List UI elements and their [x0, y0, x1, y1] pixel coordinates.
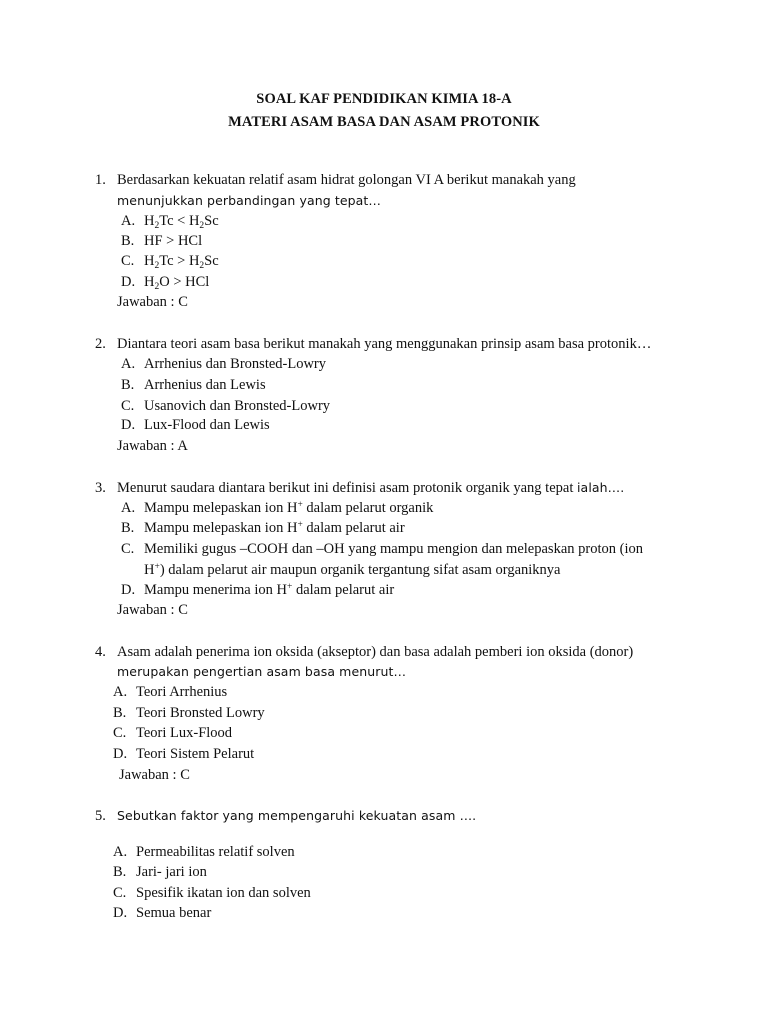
answer-text: Jawaban : C — [117, 602, 188, 618]
option-letter: D. — [121, 582, 136, 598]
option-a-text: Mampu melepaskan ion H+ dalam pelarut organik — [144, 500, 434, 516]
option-b-text: HF > HCl — [144, 233, 203, 249]
option-letter: A. — [113, 844, 128, 860]
option-a-text: $H_2Tc < H_2Sc$ — [144, 213, 219, 231]
option-d-text: $H_2O$ > HCl — [144, 274, 210, 292]
option-letter: C. — [113, 885, 127, 901]
option-a-text: Arrhenius dan Bronsted-Lowry — [144, 356, 327, 372]
option-c-text-line2: H+) dalam pelarut air maupun organik tergantung sifat asam organiknya — [144, 562, 561, 578]
option-letter: B. — [121, 233, 135, 249]
document-title-line2: MATERI ASAM BASA DAN ASAM PROTONIK — [228, 114, 540, 130]
option-d-text: Lux-Flood dan Lewis — [144, 417, 270, 433]
option-b-text: Mampu melepaskan ion H+ dalam pelarut air — [144, 520, 405, 536]
question-text-line1: Asam adalah penerima ion oksida (akseptor) dan basa adalah pemberi ion oksida (donor) — [117, 644, 634, 660]
question-number: 1. — [95, 172, 106, 188]
answer-text: Jawaban : A — [117, 438, 188, 454]
option-letter: C. — [113, 725, 127, 741]
question-text-line1: Menurut saudara diantara berikut ini definisi asam protonik organik yang tepat ialah…. — [117, 480, 625, 496]
option-c-text-line1: Memiliki gugus –COOH dan –OH yang mampu mengion dan melepaskan proton (ion — [144, 541, 643, 557]
option-letter: C. — [121, 541, 135, 557]
option-c-text: $H_2Tc > H_2Sc$ — [144, 253, 219, 271]
option-letter: B. — [121, 520, 135, 536]
option-c-text: Teori Lux-Flood — [136, 725, 233, 741]
option-c-text: Spesifik ikatan ion dan solven — [136, 885, 311, 901]
option-d-text: Mampu menerima ion H+ dalam pelarut air — [144, 582, 395, 598]
option-a-text: Teori Arrhenius — [136, 684, 228, 700]
option-d-text: Semua benar — [136, 905, 212, 921]
option-letter: D. — [113, 905, 128, 921]
option-letter: B. — [113, 705, 127, 721]
option-letter: B. — [121, 377, 135, 393]
document-title-line1: SOAL KAF PENDIDIKAN KIMIA 18-A — [256, 91, 512, 107]
option-letter: A. — [121, 356, 136, 372]
question-text-line1: Sebutkan faktor yang mempengaruhi kekuatan asam …. — [117, 808, 477, 823]
option-b-text: Teori Bronsted Lowry — [136, 705, 265, 721]
option-c-text: Usanovich dan Bronsted-Lowry — [144, 398, 331, 414]
option-a-text: Permeabilitas relatif solven — [136, 844, 295, 860]
question-text-line2: menunjukkan perbandingan yang tepat… — [117, 193, 382, 208]
option-letter: D. — [121, 417, 136, 433]
option-b-text: Jari- jari ion — [136, 864, 207, 880]
option-letter: D. — [121, 274, 136, 290]
question-text-line1: Diantara teori asam basa berikut manakah yang menggunakan prinsip asam basa protonik… — [117, 336, 652, 352]
question-number: 5. — [95, 808, 106, 824]
question-number: 2. — [95, 336, 106, 352]
answer-text: Jawaban : C — [119, 767, 190, 783]
option-letter: A. — [121, 213, 136, 229]
option-letter: C. — [121, 253, 135, 269]
answer-text: Jawaban : C — [117, 294, 188, 310]
option-letter: A. — [121, 500, 136, 516]
question-number: 4. — [95, 644, 106, 660]
option-letter: D. — [113, 746, 128, 762]
option-d-text: Teori Sistem Pelarut — [136, 746, 255, 762]
option-letter: C. — [121, 398, 135, 414]
option-b-text: Arrhenius dan Lewis — [144, 377, 266, 393]
option-letter: B. — [113, 864, 127, 880]
question-number: 3. — [95, 480, 106, 496]
option-letter: A. — [113, 684, 128, 700]
question-text-line1: Berdasarkan kekuatan relatif asam hidrat golongan VI A berikut manakah yang — [117, 172, 576, 188]
question-text-line2: merupakan pengertian asam basa menurut… — [117, 664, 407, 679]
